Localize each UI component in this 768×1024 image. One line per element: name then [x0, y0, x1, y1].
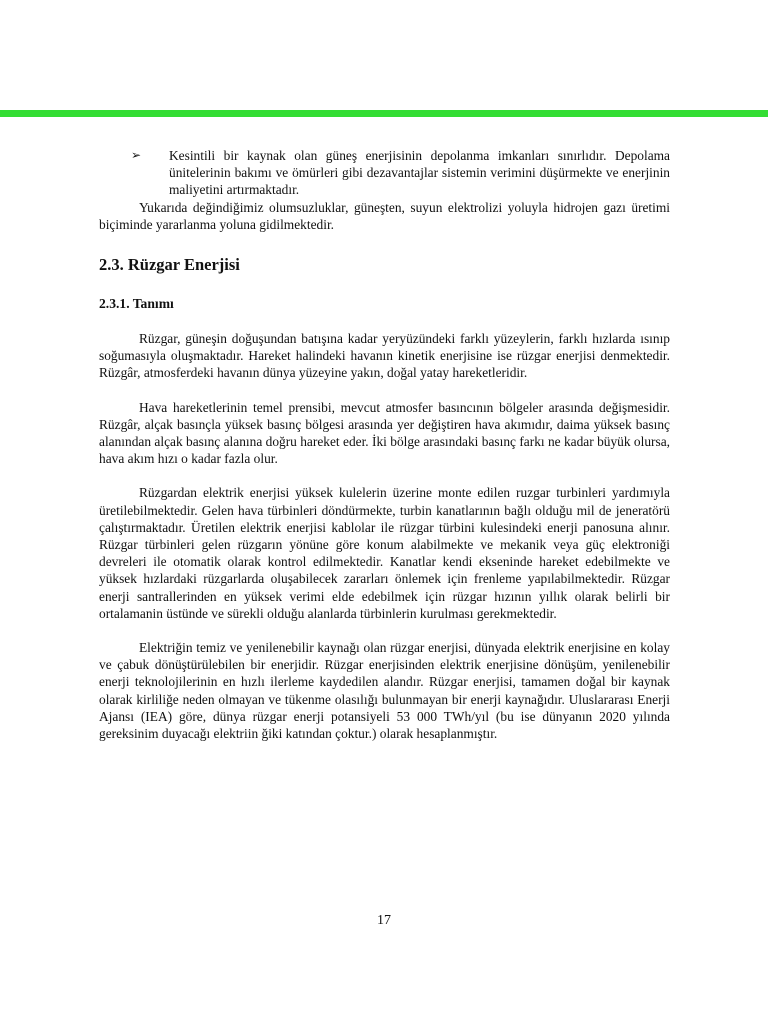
- header-green-bar: [0, 110, 768, 117]
- section-heading: 2.3. Rüzgar Enerjisi: [99, 255, 240, 275]
- body-paragraph-2: Hava hareketlerinin temel prensibi, mevcut atmosfer basıncının bölgeler arasında değişmesidir. Rüzgâr, alçak basınçla yüksek basınç bölgesi arasında yer değiştiren hava akımıdır, daima yüksek basınç alanından alçak basınç alanına doğru hareket eder. İki bölge arasındaki basınç farkı ne kadar büyük olursa, hava akım hızı o kadar fazla olur.: [99, 399, 670, 467]
- body-paragraph-3: Rüzgardan elektrik enerjisi yüksek kulelerin üzerine monte edilen ruzgar turbinleri yardımıyla üretilebilmektedir. Gelen hava türbinleri döndürmekte, turbin kanatlarının bağlı olduğu mil de jeneratörü çalıştırmaktadır. Üretilen elektrik enerjisi kablolar ile rüzgar türbini kulesindeki enerji panosuna alınır. Rüzgar türbinleri gelen rüzgarın yönüne göre konum alabilmekte ve mekanik veya güç elektroniği devreleri ile otomatik olarak kontrol edilmektedir. Kanatlar kendi ekseninde hareket edebilmekte ve yüksek hızlardaki rüzgarlarda oluşabilecek zararları önlemek için frenleme yapılabilmektedir. Rüzgar enerji santrallerinden en yüksek verimi elde edebilmek için rüzgar hızının yıllık olarak belirli bir ortalamanin üstünde ve sürekli olduğu alanlarda türbinlerin kurulması gerekmektedir.: [99, 485, 670, 621]
- page-content: [99, 147, 670, 742]
- bullet-text: Kesintili bir kaynak olan güneş enerjisinin depolanma imkanları sınırlıdır. Depolama ünitelerinin bakımı ve ömürleri gibi dezavantajlar sistemin verimini düşürmekte ve enerjinin maliyetini artırmaktadır.: [169, 148, 670, 198]
- arrowhead-bullet-icon: ➢: [131, 148, 142, 162]
- body-paragraph-1: Rüzgar, güneşin doğuşundan batışına kadar yeryüzündeki farklı yüzeylerin, farklı hızlarda ısınıp soğumasıyla oluşmaktadır. Hareket halindeki havanın kinetik enerjisine ise rüzgar enerjisi denmektedir. Rüzgâr, atmosferdeki havanın dünya yüzeyine yakın, doğal yatay hareketleridir.: [99, 331, 670, 381]
- body-paragraph-4: Elektriğin temiz ve yenilenebilir kaynağı olan rüzgar enerjisi, dünyada elektrik enerjisine en kolay ve çabuk dönüştürülebilen bir enerjidir. Rüzgar enerjisinden elektrik enerjisine dönüşüm, yenilenebilir enerji teknolojilerinin en hızlı ilerleme kaydedilen alandır. Rüzgar enerjisi, tamamen doğal bir kaynak olarak kirliliğe neden olmayan ve tükenme olasılığı bulunmayan bir enerji kaynağıdır. Uluslararası Enerji Ajansı (IEA) göre, dünya rüzgar enerji potansiyeli 53 000 TWh/yıl (bu ise dünyanın 2020 yılında gereksinim duyacağı elektriin ğiki katından çoktur.) olarak hesaplanmıştır.: [99, 640, 670, 742]
- bullet-item: [99, 147, 670, 199]
- intro-paragraph: Yukarıda değindiğimiz olumsuzluklar, güneşten, suyun elektrolizi yoluyla hidrojen gazı üretimi biçiminde yararlanma yoluna gidilmektedir.: [99, 199, 670, 232]
- page-number: 17: [377, 913, 391, 928]
- subsection-heading: 2.3.1. Tanımı: [99, 296, 174, 312]
